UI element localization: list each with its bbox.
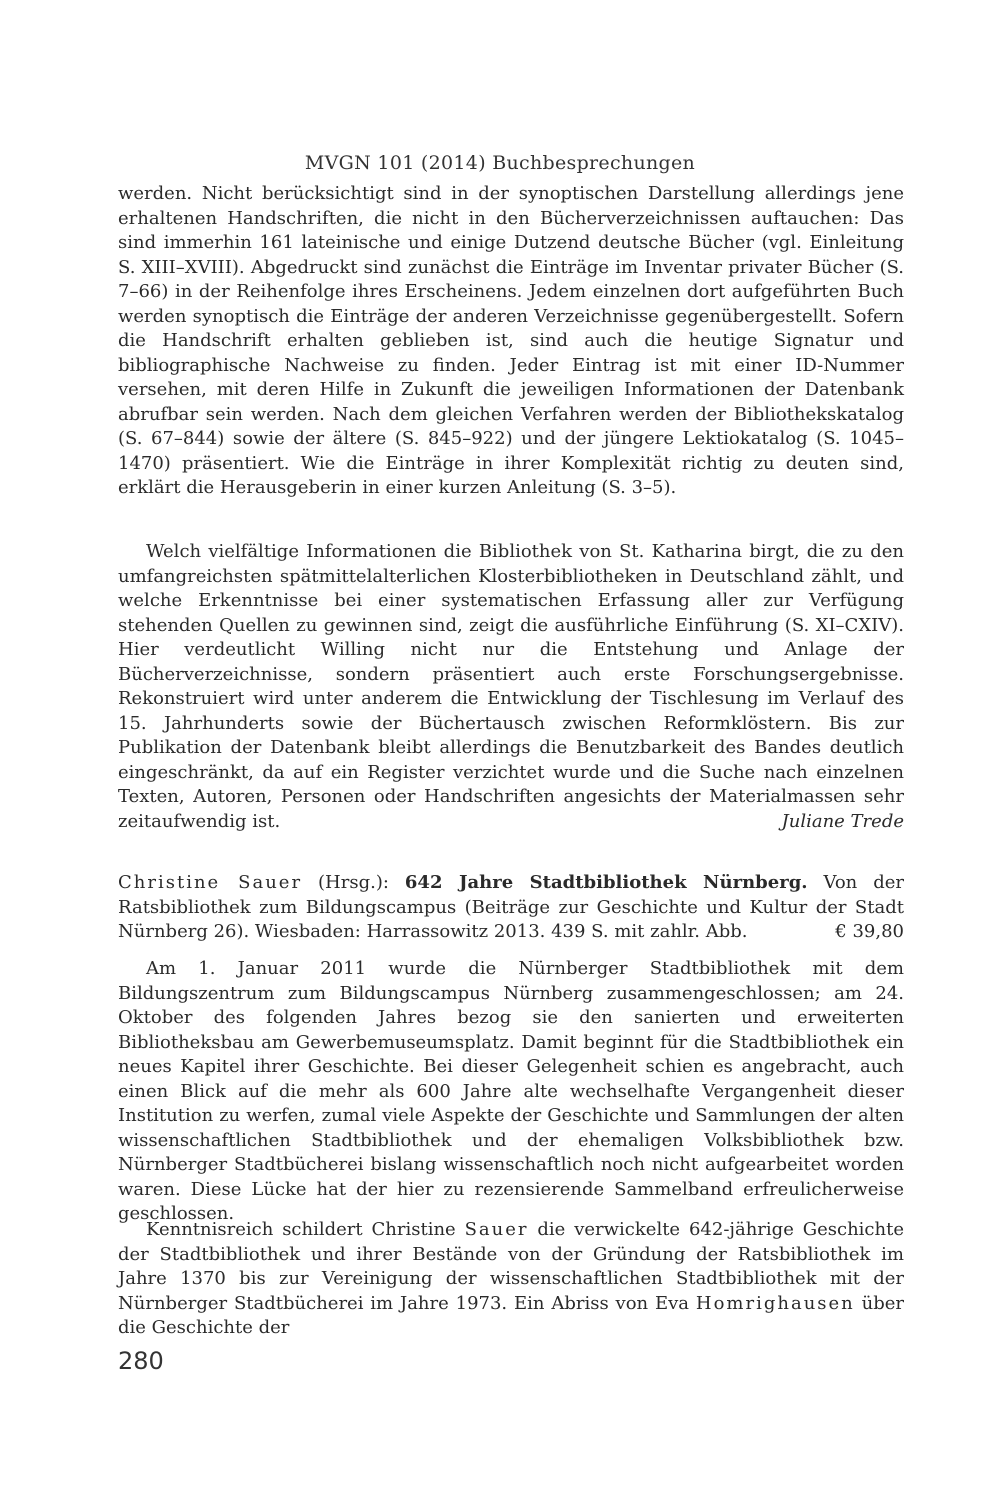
review1-paragraph-2 [118, 540, 904, 834]
review1-paragraph-2-text: Welch vielfältige Informationen die Bibliothek von St. Katharina birgt, die zu den umfangreichsten spätmittelalterlichen Klosterbibliotheken in Deutschland zählt, und welche Erkenntnisse bei einer systematischen Erfassung aller zur Verfügung stehenden Quellen zu gewinnen sind, zeigt die ausführliche Einführung (S. XI–CXIV). Hier verdeutlicht Willing nicht nur die Entstehung und Anlage der Bücherverzeichnisse, sondern präsentiert auch erste Forschungsergebnisse. Rekonstruiert wird unter anderem die Entwicklung der Tischlesung im Verlauf des 15. Jahrhunderts sowie der Büchertausch zwischen Reformklöstern. Bis zur Publikation der Datenbank bleibt allerdings die Benutzbarkeit des Bandes deutlich eingeschränkt, da auf ein Register verzichtet wurde und die Suche nach einzelnen Texten, Autoren, Personen oder Handschriften angesichts der Materialmassen sehr zeitaufwendig ist. [118, 541, 904, 832]
running-head: MVGN 101 (2014) Buchbesprechungen [304, 152, 696, 174]
book-title: 642 Jahre Stadtbibliothek Nürnberg. [404, 872, 808, 893]
author-name-sauer: Sauer [464, 1219, 529, 1240]
book-editor-role: (Hrsg.): [302, 872, 405, 893]
review2-paragraph-2-middle: die verwickelte 642-jährige Geschichte der Stadtbibliothek und ihrer Bestände von der Gründung der Ratsbibliothek im Jahre 1370 bis zur Vereinigung der wissenschaftlichen Stadtbibliothek mit der Nürnberger Stadtbücherei im Jahre 1973. Ein Abriss von Eva [118, 1219, 904, 1314]
review2-paragraph-2 [118, 1218, 904, 1341]
bibliographic-entry [118, 871, 904, 945]
review2-paragraph-1: Am 1. Januar 2011 wurde die Nürnberger Stadtbibliothek mit dem Bildungszentrum zum Bildungscampus Nürnberg zusammengeschlossen; am 24. Oktober des folgenden Jahres bezog sie den sanierten und erweiterten Bibliotheksbau am Gewerbemuseumsplatz. Damit beginnt für die Stadtbibliothek ein neues Kapitel ihrer Geschichte. Bei dieser Gelegenheit schien es angebracht, auch einen Blick auf die mehr als 600 Jahre alte wechselhafte Vergangenheit dieser Institution zu werfen, zumal viele Aspekte der Geschichte und Sammlungen der alten wissenschaftlichen Stadtbibliothek und der ehemaligen Volksbibliothek bzw. Nürnberger Stadtbücherei bislang wissenschaftlich noch nicht aufgearbeitet worden waren. Diese Lücke hat der hier zu rezensierende Sammelband erfreulicherweise geschlossen. [118, 958, 904, 1224]
page-number: 280 [118, 1347, 164, 1375]
reviewer-signature: Juliane Trede [781, 810, 904, 832]
book-details: Von der Ratsbibliothek zum Bildungscampus (Beiträge zur Geschichte und Kultur der Stadt Nürnberg 26). Wiesbaden: Harrassowitz 2013. 439 S. mit zahlr. Abb. [118, 872, 905, 942]
author-name-homrighausen: Homrighausen [695, 1292, 855, 1314]
review1-paragraph-1: werden. Nicht berücksichtigt sind in der synoptischen Darstellung allerdings jene erhaltenen Handschriften, die nicht in den Bücherverzeichnissen auftauchen: Das sind immerhin 161 lateinische und einige Dutzend deutsche Bücher (vgl. Einleitung S. XIII–XVIII). Abgedruckt sind zunächst die Einträge im Inventar privater Bücher (S. 7–66) in der Reihenfolge ihres Erscheinens. Jedem einzelnen dort aufgeführten Buch werden synoptisch die Einträge der anderen Verzeichnisse gegenübergestellt. Sofern die Handschrift erhalten geblieben ist, sind auch die heutige Signatur und bibliographische Nachweise zu finden. Jeder Eintrag ist mit einer ID-Nummer versehen, mit deren Hilfe in Zukunft die jeweiligen Informationen der Datenbank abrufbar sein werden. Nach dem gleichen Verfahren werden der Bibliothekskatalog (S. 67–844) sowie der ältere (S. 845–922) und der jüngere Lektiokatalog (S. 1045–1470) präsentiert. Wie die Einträge in ihrer Komplexität richtig zu deuten sind, erklärt die Herausgeberin in einer kurzen Anleitung (S. 3–5). [118, 183, 904, 498]
review2-paragraph-2-start: Kenntnisreich schildert Christine [146, 1219, 465, 1240]
book-price: € 39,80 [835, 921, 904, 942]
book-editor: Christine Sauer [118, 872, 303, 893]
review2-paragraph-2-end: über die Geschichte der [118, 1292, 905, 1338]
